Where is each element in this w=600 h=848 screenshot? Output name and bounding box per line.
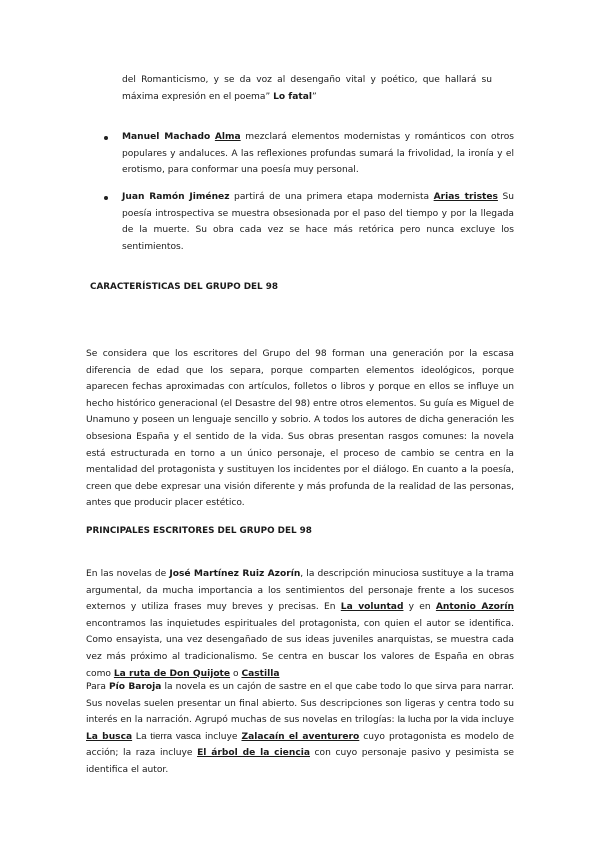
- intro-paragraph: [122, 72, 492, 105]
- work-title-link[interactable]: El árbol de la ciencia: [197, 748, 310, 759]
- bullet-dot: [104, 196, 108, 200]
- work-title-link[interactable]: La ruta de Don Quijote: [113, 668, 231, 679]
- work-title-link[interactable]: Zalacaín el aventurero: [241, 731, 360, 742]
- work-title-link[interactable]: Arias tristes: [433, 192, 498, 202]
- bullet-text: partirá de una primera etapa modernista: [229, 192, 434, 202]
- work-title-link[interactable]: Alma: [214, 132, 241, 142]
- bullet-machado: [122, 129, 514, 179]
- author-name: Juan Ramón Jiménez: [122, 192, 230, 202]
- author-name: José Martínez Ruiz Azorín: [169, 569, 301, 579]
- section-heading: CARACTERÍSTICAS DEL GRUPO DEL 98: [90, 282, 278, 292]
- work-title-link[interactable]: Antonio Azorín: [435, 602, 514, 613]
- bullet-jimenez: [122, 189, 514, 255]
- author-name: Pío Baroja: [109, 682, 162, 692]
- work-title-link[interactable]: La voluntad: [340, 602, 404, 613]
- trilogy-name: la lucha por la vida: [397, 714, 479, 726]
- author-name: Manuel Machado: [122, 132, 211, 142]
- bullet-text: mezclará elementos modernistas y románticos con otros populares y andaluces. A las reflexiones profundas sumará la frivolidad, la ironía y el erotismo, para conformar una poesía muy personal.: [122, 132, 514, 176]
- bullet-text: Su poesía introspectiva se muestra obsesionada por el paso del tiempo y por la llegada de la muerte. Su obra cada vez se hace más retórica pero nunca excluye los sentimientos.: [122, 192, 514, 252]
- section-heading: PRINCIPALES ESCRITORES DEL GRUPO DEL 98: [86, 526, 312, 536]
- poem-title: Lo fatal: [273, 91, 312, 102]
- bullet-dot: [104, 136, 108, 140]
- section-body: Se considera que los escritores del Grupo del 98 forman una generación por la escasa diferencia de edad que los separa, porque comparten elementos ideológicos, porque aparecen fechas aproximadas con artículos, folletos o libros y porque en ellos se influye un hecho histórico generacional (el Desastre del 98) entre otros elementos. Su guía es Miguel de Unamuno y poseen un lenguaje sencillo y sobrio. A todos los autores de dicha generación les obsesiona España y el sentido de la vida. Sus obras presentan rasgos comunes: la novela está estructurada en torno a un único personaje, el proceso de cambio se centra en la mentalidad del protagonista y sustituyen los incidentes por el diálogo. En cuanto a la poesía, creen que debe expresar una visión diferente y más profunda de la realidad de las personas, antes que producir placer estético.: [86, 349, 514, 509]
- trilogy-name: La tierra vasca: [132, 730, 201, 742]
- azorin-paragraph: En las novelas de José Martínez Ruiz Azorín, la descripción minuciosa sustituye a la trama argumental, da mucha importancia a los sentimientos del personaje frente a los sucesos externos y utiliza frases muy breves y precisas. En La voluntad y en Antonio Azorín encontramos las inquietudes espirituales del protagonista, con quien el autor se identifica. Como ensayista, una vez desengañado de sus ideas juveniles anarquistas, se muestra cada vez más próximo al tradicionalismo. Se centra en buscar los valores de España en obras como La ruta de Don Quijote o Castilla: [86, 569, 514, 679]
- work-title-link[interactable]: Castilla: [241, 668, 280, 679]
- intro-end: ”: [312, 91, 317, 102]
- baroja-paragraph: Para Pío Baroja la novela es un cajón de sastre en el que cabe todo lo que sirva para narrar. Sus novelas suelen presentar un final abierto. Sus descripciones son ligeras y centra todo su interés en la narración. Agrupó muchas de sus novelas en trilogías: la lucha por la vida incluye La busca La tierra vasca incluye Zalacaín el aventurero cuyo protagonista es modelo de acción; la raza incluye El árbol de la ciencia con cuyo personaje pasivo y pesimista se identifica el autor.: [86, 682, 515, 775]
- intro-text: del Romanticismo, y se da voz al desengaño vital y poético, que hallará su máxima expresión en el poema”: [122, 75, 492, 102]
- work-title-link[interactable]: La busca: [86, 731, 133, 742]
